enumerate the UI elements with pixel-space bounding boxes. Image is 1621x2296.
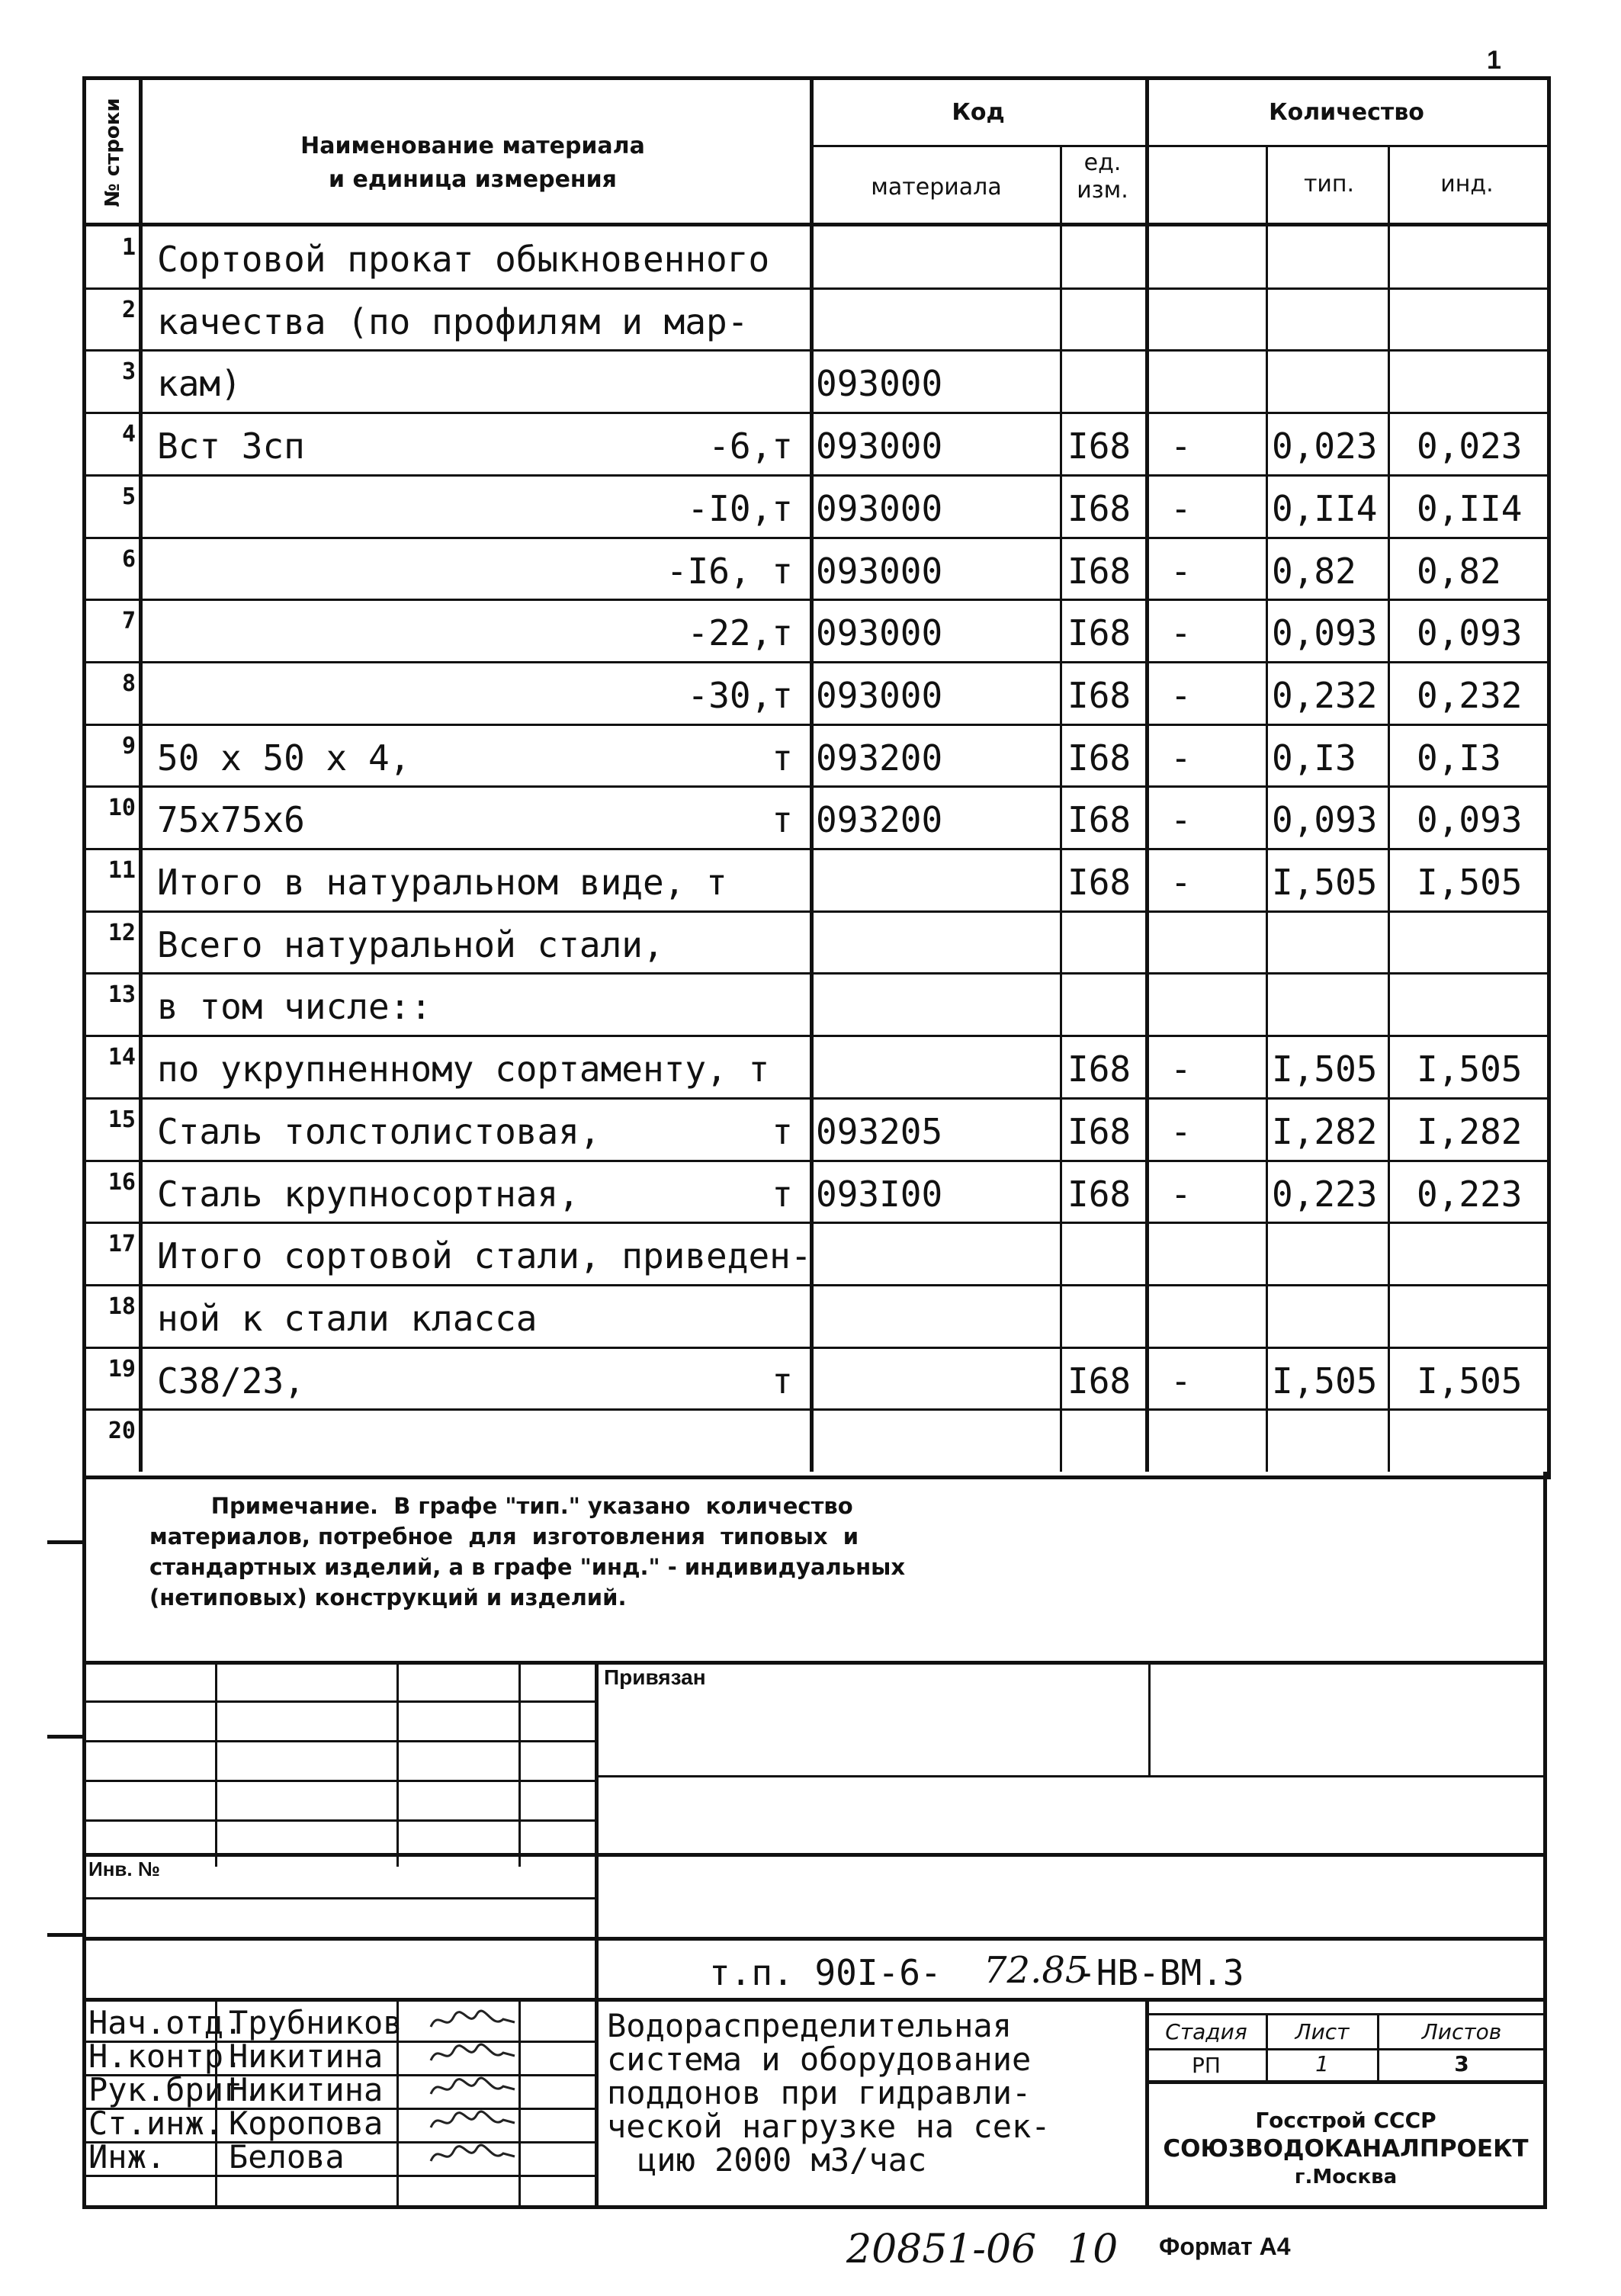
row-separator (82, 1097, 1547, 1100)
stamp-grid-v2 (396, 1661, 399, 1867)
signature-scribble (427, 2106, 518, 2137)
row-number: 19 (108, 1355, 136, 1382)
note-line-3: стандартных изделий, а в графе "инд." - индивидуальных (149, 1554, 906, 1580)
row-separator (82, 661, 1547, 663)
material-spec: -I0,т (687, 487, 793, 529)
row-number: 16 (108, 1168, 136, 1196)
corner-mark: 1 (1487, 46, 1501, 75)
format-label: Формат А4 (1159, 2233, 1291, 2260)
qty-ind: 0,023 (1272, 425, 1378, 467)
sheet-value: 1 (1315, 2051, 1329, 2076)
qty-typ: - (1170, 737, 1192, 779)
qty-ind: 0,82 (1272, 550, 1356, 592)
privyazan-bottom (595, 1775, 1547, 1777)
code-unit-header: ед. изм. (1077, 149, 1128, 204)
material-name: кам) (157, 363, 242, 405)
frame-bottom (82, 2205, 1547, 2209)
note-line-1: Примечание. В графе "тип." указано количество (149, 1493, 853, 1519)
drawing-title-line-4: ческой нагрузке на сек- (607, 2108, 1051, 2145)
privyazan-divider (1148, 1661, 1151, 1775)
signatory-role: Нач.отд. (88, 2004, 243, 2041)
name-column-header: Наименование материала и единица измерения (300, 133, 645, 193)
row-separator (82, 1160, 1547, 1162)
row-separator (82, 349, 1547, 352)
row-separator (82, 474, 1547, 477)
qty-total: 0,232 (1417, 674, 1523, 716)
signatory-name: Никитина (229, 2071, 384, 2108)
material-spec: т (772, 1173, 793, 1215)
signatory-name: Коропова (229, 2105, 384, 2142)
margin-tick (47, 1735, 85, 1739)
stamp-top-line (82, 1661, 1547, 1665)
row-separator (82, 599, 1547, 601)
header-mid-line (810, 145, 1547, 147)
row-number: 9 (121, 732, 136, 759)
material-spec: -30,т (687, 674, 793, 716)
signatory-role: Рук.бриг. (88, 2071, 262, 2108)
row-separator (82, 1222, 1547, 1224)
row-separator (82, 1035, 1547, 1037)
row-number: 10 (108, 795, 136, 822)
qty-ind: I,505 (1272, 1360, 1378, 1402)
row-separator (82, 412, 1547, 414)
material-spec: т (772, 799, 793, 841)
material-name: ной к стали класса (157, 1297, 538, 1339)
qty-total: 0,II4 (1417, 487, 1523, 529)
signatory-role: Н.контр. (88, 2037, 243, 2075)
material-name: качества (по профилям и мар- (157, 300, 749, 342)
row-number: 14 (108, 1044, 136, 1071)
row-number: 15 (108, 1106, 136, 1133)
stage-value: РП (1192, 2053, 1221, 2078)
row-number: 20 (108, 1418, 136, 1445)
row-number: 5 (121, 483, 136, 510)
row-number: 12 (108, 919, 136, 946)
col-line-ind (1388, 145, 1390, 1472)
row-number: 11 (108, 857, 136, 884)
material-name: в том числе:: (157, 986, 432, 1028)
material-name: 50 х 50 х 4, (157, 737, 411, 779)
row-separator (82, 910, 1547, 913)
qty-ind: 0,223 (1272, 1173, 1378, 1215)
signature-scribble (427, 2005, 518, 2036)
inv-number-label: Инв. № (88, 1858, 160, 1880)
stamp-grid-h (82, 1819, 595, 1822)
unit-code: I68 (1067, 799, 1131, 841)
material-name: Итого сортовой стали, приведен- (157, 1235, 812, 1277)
qty-typ: - (1170, 1110, 1192, 1152)
qty-typ: - (1170, 1048, 1192, 1090)
row-number: 7 (121, 608, 136, 635)
row-number: 13 (108, 981, 136, 1009)
material-code: 093000 (816, 363, 943, 405)
stamp-grid-h (82, 1937, 1547, 1941)
row-number: 4 (121, 421, 136, 448)
stamp-grid-v4 (595, 1661, 599, 2205)
row-separator (82, 785, 1547, 788)
qty-typ-header: тип. (1303, 171, 1355, 197)
signatory-name: Белова (229, 2138, 345, 2176)
qty-total: 0,223 (1417, 1173, 1523, 1215)
qty-ind: I,282 (1272, 1110, 1378, 1152)
drawing-title-line-2: система и оборудование (607, 2041, 1032, 2078)
stamp-grid-h (82, 1700, 595, 1703)
material-spec: -22,т (687, 612, 793, 654)
signature-scribble (427, 2073, 518, 2103)
material-code: 093205 (816, 1110, 943, 1152)
unit-code: I68 (1067, 425, 1131, 467)
note-line-4: (нетиповых) конструкций и изделий. (149, 1585, 627, 1610)
qty-total: 0,093 (1417, 799, 1523, 841)
qty-typ: - (1170, 612, 1192, 654)
material-name: по укрупненному сортаменту, т (157, 1048, 770, 1090)
sheets-label: Листов (1421, 2019, 1502, 2044)
row-number: 3 (121, 358, 136, 386)
row-separator (82, 972, 1547, 975)
margin-tick (47, 1540, 85, 1544)
col-line-code (1060, 145, 1062, 1472)
unit-code: I68 (1067, 550, 1131, 592)
qty-total: 0,I3 (1417, 737, 1501, 779)
col-line-unit (1145, 76, 1149, 1472)
stamp-grid-v1 (215, 1661, 217, 1867)
unit-code: I68 (1067, 612, 1131, 654)
header-bottom-line (82, 223, 1547, 226)
row-separator (82, 537, 1547, 539)
qty-total: I,505 (1417, 1048, 1523, 1090)
qty-typ: - (1170, 487, 1192, 529)
qty-ind: 0,093 (1272, 612, 1378, 654)
material-name: Всего натуральной стали, (157, 923, 664, 965)
sheet-col-line (1377, 2013, 1379, 2080)
stamp-grid-h (82, 1780, 595, 1782)
stage-bottom-line (1145, 2080, 1547, 2084)
row-separator (82, 287, 1547, 290)
stamp-grid-h (82, 1853, 1547, 1857)
qty-total: I,505 (1417, 1360, 1523, 1402)
frame-right-lower (1543, 1472, 1547, 2208)
qty-typ: - (1170, 674, 1192, 716)
material-name: Сортовой прокат обыкновенного (157, 239, 770, 280)
row-number-label: № строки (101, 98, 124, 207)
signature-scribble (427, 2039, 518, 2070)
designation-handwritten: 72.85 (984, 1949, 1089, 1992)
designation-prefix: т.п. 90I-6- (709, 1952, 942, 1993)
signatory-name: Никитина (229, 2037, 384, 2075)
material-code: 093000 (816, 487, 943, 529)
row-number: 8 (121, 670, 136, 697)
row-separator (82, 848, 1547, 850)
qty-ind-header: инд. (1440, 171, 1494, 197)
material-name: Вст 3сп (157, 425, 305, 467)
material-name: Сталь толстолистовая, (157, 1110, 601, 1152)
unit-code: I68 (1067, 862, 1131, 903)
signatory-name: Трубников (229, 2004, 403, 2041)
page-number-handwritten: 10 (1067, 2227, 1119, 2272)
stage-col-line (1266, 2013, 1268, 2080)
material-code: 093200 (816, 799, 943, 841)
material-spec: т (772, 1110, 793, 1152)
unit-code: I68 (1067, 1048, 1131, 1090)
col-line-typ (1266, 145, 1268, 1472)
stage-label: Стадия (1165, 2019, 1247, 2044)
material-spec: -6,т (708, 425, 793, 467)
qty-typ: - (1170, 862, 1192, 903)
unit-code: I68 (1067, 1173, 1131, 1215)
row-separator (82, 1284, 1547, 1286)
sheet-label: Лист (1295, 2019, 1350, 2044)
unit-code: I68 (1067, 487, 1131, 529)
row-number: 17 (108, 1231, 136, 1258)
material-spec: т (772, 1360, 793, 1402)
signatory-role: Инж. (88, 2138, 166, 2176)
row-separator (82, 1347, 1547, 1349)
note-line-2: материалов, потребное для изготовления типовых и (149, 1524, 859, 1549)
unit-code: I68 (1067, 1360, 1131, 1402)
qty-ind: 0,093 (1272, 799, 1378, 841)
row-number: 1 (121, 234, 136, 261)
people-col-line (518, 1998, 521, 2205)
sheets-value: 3 (1454, 2051, 1469, 2076)
qty-ind: 0,232 (1272, 674, 1378, 716)
material-spec: т (772, 737, 793, 779)
margin-tick (47, 1933, 85, 1937)
qty-typ: - (1170, 1360, 1192, 1402)
material-name: Итого в натуральном виде, т (157, 862, 727, 903)
privyazan-label: Привязан (604, 1665, 706, 1689)
qty-total: 0,82 (1417, 550, 1501, 592)
signature-scribble (427, 2140, 518, 2170)
material-name: С38/23, (157, 1360, 305, 1402)
row-number-header (90, 84, 136, 221)
code-material-header: материала (871, 174, 1002, 201)
qty-ind: 0,I3 (1272, 737, 1356, 779)
code-column-header: Код (952, 99, 1005, 126)
org-institute: СОЮЗВОДОКАНАЛПРОЕКТ (1163, 2135, 1529, 2163)
org-city: г.Москва (1294, 2166, 1398, 2188)
qty-typ: - (1170, 1173, 1192, 1215)
designation-suffix: -НВ-ВМ.3 (1075, 1952, 1244, 1993)
stamp-grid-v3 (518, 1661, 521, 1867)
row-separator (82, 1408, 1547, 1411)
material-code: 093000 (816, 425, 943, 467)
stamp-grid-h (82, 1897, 595, 1899)
row-number: 6 (121, 545, 136, 573)
material-code: 093000 (816, 674, 943, 716)
unit-code: I68 (1067, 674, 1131, 716)
qty-ind: I,505 (1272, 862, 1378, 903)
stamp-grid-h (82, 1740, 595, 1742)
qty-total: I,505 (1417, 862, 1523, 903)
qty-total: I,282 (1417, 1110, 1523, 1152)
material-spec: -I6, т (666, 550, 793, 592)
stage-top-line (1145, 2013, 1547, 2015)
doc-number: 20851-06 (846, 2227, 1037, 2272)
qty-typ: - (1170, 550, 1192, 592)
row-number: 2 (121, 296, 136, 323)
material-code: 093200 (816, 737, 943, 779)
qty-total: 0,093 (1417, 612, 1523, 654)
stage-mid-line (1145, 2048, 1547, 2050)
material-name: Сталь крупносортная, (157, 1173, 579, 1215)
qty-total: 0,023 (1417, 425, 1523, 467)
row-separator (82, 724, 1547, 726)
material-code: 093000 (816, 550, 943, 592)
unit-code: I68 (1067, 1110, 1131, 1152)
org-ministry: Госстрой СССР (1255, 2108, 1436, 2133)
qty-typ: - (1170, 425, 1192, 467)
col-line-rownum (139, 76, 143, 1472)
signatory-role: Ст.инж. (88, 2105, 224, 2142)
row-number: 18 (108, 1293, 136, 1320)
stamp-grid-h (82, 1998, 1547, 2002)
drawing-title-line-3: поддонов при гидравли- (607, 2074, 1032, 2111)
quantity-column-header: Количество (1269, 99, 1424, 126)
drawing-title-line-1: Водораспределительная (607, 2007, 1013, 2044)
material-code: 093I00 (816, 1173, 943, 1215)
qty-ind: 0,II4 (1272, 487, 1378, 529)
material-code: 093000 (816, 612, 943, 654)
frame-left-lower (82, 1472, 86, 2208)
material-name: 75х75х6 (157, 799, 305, 841)
unit-code: I68 (1067, 737, 1131, 779)
qty-ind: I,505 (1272, 1048, 1378, 1090)
drawing-title-line-5: цию 2000 м3/час (637, 2141, 927, 2179)
qty-typ: - (1170, 799, 1192, 841)
